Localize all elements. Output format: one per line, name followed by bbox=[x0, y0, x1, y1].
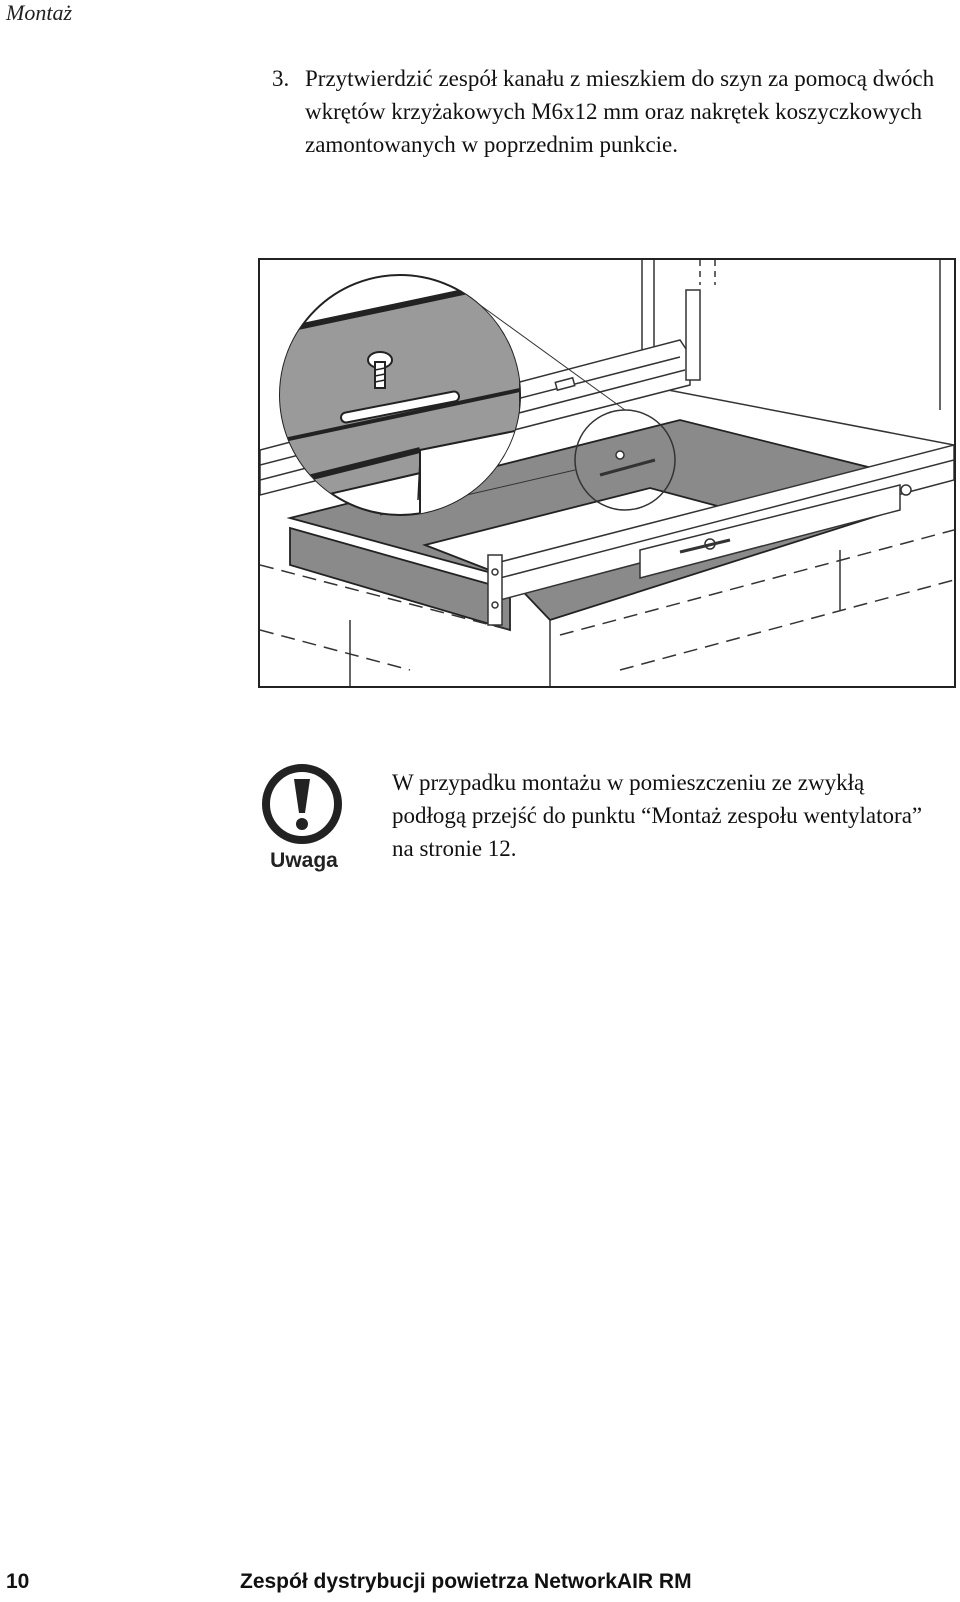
page-number: 10 bbox=[6, 1570, 30, 1593]
note-box bbox=[256, 760, 356, 880]
step-number: 3. bbox=[272, 66, 290, 91]
section-title: Montaż bbox=[6, 0, 72, 25]
page-footer bbox=[0, 1570, 960, 1600]
exclamation-icon bbox=[262, 764, 342, 844]
document-title: Zespół dystrybucji powietrza NetworkAIR RM bbox=[240, 1570, 692, 1593]
step-instruction bbox=[272, 62, 952, 161]
mounting-figure bbox=[258, 258, 956, 688]
note-label: Uwaga bbox=[270, 849, 338, 872]
step-text: Przytwierdzić zespół kanału z mieszkiem do szyn za pomocą dwóch wkrętów krzyżakowych M6x12 mm oraz nakrętek koszyczkowych zamontowanych w poprzednim punkcie. bbox=[305, 66, 935, 157]
note-text: W przypadku montażu w pomieszczeniu ze zwykłą podłogą przejść do punktu “Montaż zespołu wentylatora” na stronie 12. bbox=[392, 770, 923, 861]
duct-rail-illustration bbox=[260, 260, 954, 686]
